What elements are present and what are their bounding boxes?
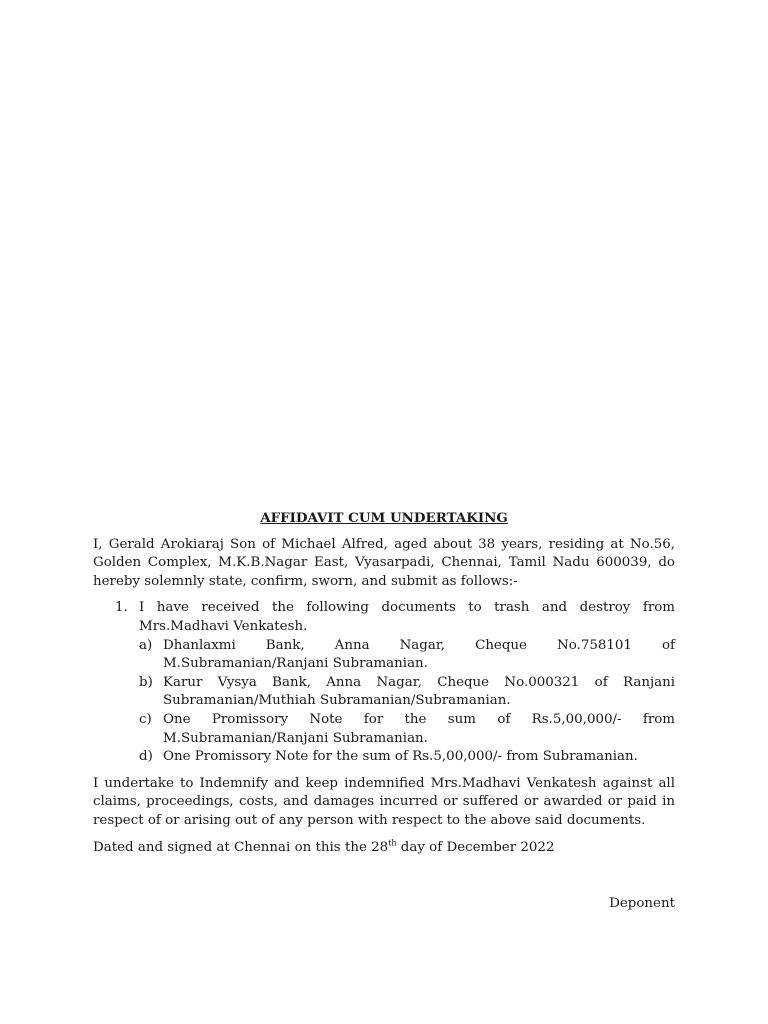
undertaking-paragraph: I undertake to Indemnify and keep indemnified Mrs.Madhavi Venkatesh against all claims, proceedings, costs, and damages incurred or suffered or awarded or paid in respect of or arising out of any person with respect to the above said documents. [93,775,675,828]
sublist-item-a [139,637,675,674]
documents-list [93,599,675,766]
dated-rest: day of December 2022 [396,839,555,855]
sublist-item-text: Karur Vysya Bank, Anna Nagar, Cheque No.000321 of Ranjani Subramanian/Muthiah Subramanian/Subramanian. [163,674,675,709]
affidavit-document [93,509,675,914]
sublist-item-marker: c) [139,711,152,727]
sublist-item-marker: b) [139,674,153,690]
sublist-item-d [139,748,675,767]
sublist-item-text: Dhanlaxmi Bank, Anna Nagar, Cheque No.758101 of M.Subramanian/Ranjani Subramanian. [163,637,675,672]
list-item [93,599,675,766]
dated-prefix: Dated and signed at Chennai on this the 28 [93,839,389,855]
sublist-item-c [139,711,675,748]
list-item-marker: 1. [115,600,128,616]
sublist-item-text: One Promissory Note for the sum of Rs.5,00,000/- from Subramanian. [163,749,638,765]
sublist-item-marker: a) [139,637,153,653]
sublist-item-b [139,674,675,711]
documents-sublist [139,637,675,767]
sublist-item-text: One Promissory Note for the sum of Rs.5,00,000/- from M.Subramanian/Ranjani Subramanian. [163,711,675,746]
signature-label: Deponent [609,896,675,912]
document-title: AFFIDAVIT CUM UNDERTAKING [260,510,508,526]
dated-ordinal-suffix: th [388,838,397,848]
sublist-item-marker: d) [139,749,153,765]
dated-line [93,839,675,858]
intro-paragraph: I, Gerald Arokiaraj Son of Michael Alfred, aged about 38 years, residing at No.56, Golden Complex, M.K.B.Nagar East, Vyasarpadi, Chennai, Tamil Nadu 600039, do hereby solemnly state, confirm, sworn, and submit as follows:- [93,536,675,589]
list-item-text: I have received the following documents to trash and destroy from Mrs.Madhavi Venkatesh. [139,600,675,634]
